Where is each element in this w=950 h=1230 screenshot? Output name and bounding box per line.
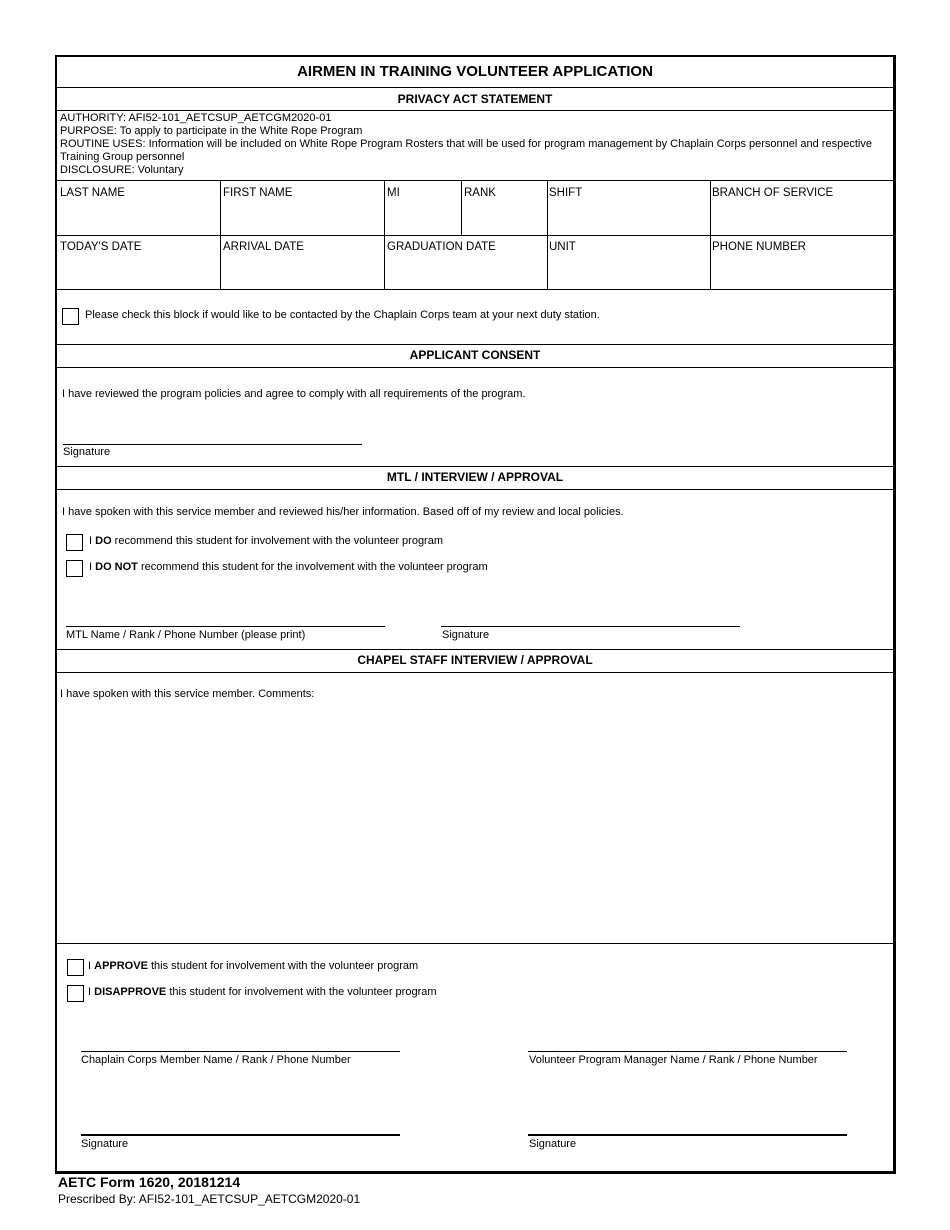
consent-text: I have reviewed the program policies and agree to comply with all requirements of the program. [62, 388, 526, 400]
arrival-date-field[interactable] [221, 255, 383, 288]
grid-line [220, 180, 221, 289]
label-graduation-date: GRADUATION DATE [387, 241, 496, 253]
phone-number-field[interactable] [711, 255, 891, 288]
label-rank: RANK [464, 187, 496, 199]
chaplain-signature-line[interactable] [81, 1134, 400, 1136]
manager-name-caption: Volunteer Program Manager Name / Rank / Phone Number [529, 1054, 818, 1066]
mtl-do-not-recommend-checkbox[interactable] [66, 560, 83, 577]
divider [57, 649, 893, 650]
contact-checkbox-label: Please check this block if would like to be contacted by the Chaplain Corps team at your next duty station. [85, 309, 600, 321]
privacy-routine-uses-cont: Training Group personnel [60, 151, 185, 163]
applicant-signature-line[interactable] [63, 444, 362, 445]
mtl-signature-caption: Signature [442, 629, 490, 641]
divider [57, 110, 893, 111]
mi-field[interactable] [385, 201, 460, 234]
form-number: AETC Form 1620, 20181214 [58, 1174, 241, 1190]
chapel-disapprove-checkbox[interactable] [67, 985, 84, 1002]
grid-line [384, 180, 385, 289]
chapel-disapprove-label: I DISAPPROVE this student for involvement with the volunteer program [88, 986, 437, 998]
divider [57, 367, 893, 368]
manager-name-line[interactable] [528, 1051, 847, 1052]
grid-line [547, 180, 548, 289]
rank-field[interactable] [462, 201, 546, 234]
divider [57, 180, 893, 181]
label-branch-of-service: BRANCH OF SERVICE [712, 187, 834, 199]
divider [57, 489, 893, 490]
label-mi: MI [387, 187, 400, 199]
chaplain-signature-caption: Signature [81, 1138, 129, 1150]
mtl-heading: MTL / INTERVIEW / APPROVAL [386, 470, 564, 484]
graduation-date-field[interactable] [385, 255, 546, 288]
chapel-approve-checkbox[interactable] [67, 959, 84, 976]
mtl-do-recommend-label: I DO recommend this student for involvement with the volunteer program [89, 535, 444, 547]
mtl-text: I have spoken with this service member and reviewed his/her information. Based off of my review and local policies. [62, 506, 624, 518]
label-phone-number: PHONE NUMBER [712, 241, 806, 253]
chaplain-name-line[interactable] [81, 1051, 400, 1052]
mtl-do-not-recommend-label: I DO NOT recommend this student for the involvement with the volunteer program [89, 561, 488, 573]
applicant-signature-caption: Signature [63, 446, 111, 458]
label-last-name: LAST NAME [60, 187, 125, 199]
mtl-do-recommend-checkbox[interactable] [66, 534, 83, 551]
manager-signature-line[interactable] [528, 1134, 847, 1136]
divider [57, 466, 893, 467]
contact-checkbox[interactable] [62, 308, 79, 325]
label-todays-date: TODAY'S DATE [60, 241, 142, 253]
label-shift: SHIFT [549, 187, 583, 199]
divider [57, 344, 893, 345]
mtl-name-line[interactable] [66, 626, 385, 627]
privacy-act-heading: PRIVACY ACT STATEMENT [397, 92, 553, 106]
applicant-consent-heading: APPLICANT CONSENT [409, 348, 541, 362]
privacy-authority: AUTHORITY: AFI52-101_AETCSUP_AETCGM2020-01 [60, 112, 332, 124]
manager-signature-caption: Signature [529, 1138, 577, 1150]
privacy-purpose: PURPOSE: To apply to participate in the White Rope Program [60, 125, 363, 137]
chaplain-name-caption: Chaplain Corps Member Name / Rank / Phone Number [81, 1054, 351, 1066]
mtl-signature-line[interactable] [441, 626, 740, 627]
unit-field[interactable] [548, 255, 709, 288]
divider [57, 87, 893, 88]
privacy-routine-uses: ROUTINE USES: Information will be included on White Rope Program Rosters that will be used for program management by Chaplain Corps personnel and respective [60, 138, 872, 150]
divider [57, 289, 893, 290]
label-arrival-date: ARRIVAL DATE [223, 241, 304, 253]
form-title: AIRMEN IN TRAINING VOLUNTEER APPLICATION [297, 63, 653, 80]
label-unit: UNIT [549, 241, 576, 253]
divider [57, 672, 893, 673]
label-first-name: FIRST NAME [223, 187, 293, 199]
prescribed-by: Prescribed By: AFI52-101_AETCSUP_AETCGM2020-01 [58, 1192, 361, 1206]
application-form [55, 55, 896, 1174]
chapel-approve-label: I APPROVE this student for involvement with the volunteer program [88, 960, 419, 972]
grid-line [710, 180, 711, 289]
mtl-name-caption: MTL Name / Rank / Phone Number (please print) [66, 629, 306, 641]
chapel-comments-field[interactable] [60, 704, 888, 942]
divider [57, 943, 893, 944]
privacy-disclosure: DISCLOSURE: Voluntary [60, 164, 184, 176]
chapel-comments-label: I have spoken with this service member. Comments: [60, 688, 315, 700]
chapel-heading: CHAPEL STAFF INTERVIEW / APPROVAL [357, 653, 593, 667]
todays-date-field[interactable] [57, 255, 219, 288]
branch-of-service-field[interactable] [711, 201, 891, 234]
first-name-field[interactable] [221, 201, 383, 234]
shift-field[interactable] [548, 201, 709, 234]
divider [57, 235, 893, 236]
grid-line [461, 180, 462, 235]
last-name-field[interactable] [57, 201, 219, 234]
